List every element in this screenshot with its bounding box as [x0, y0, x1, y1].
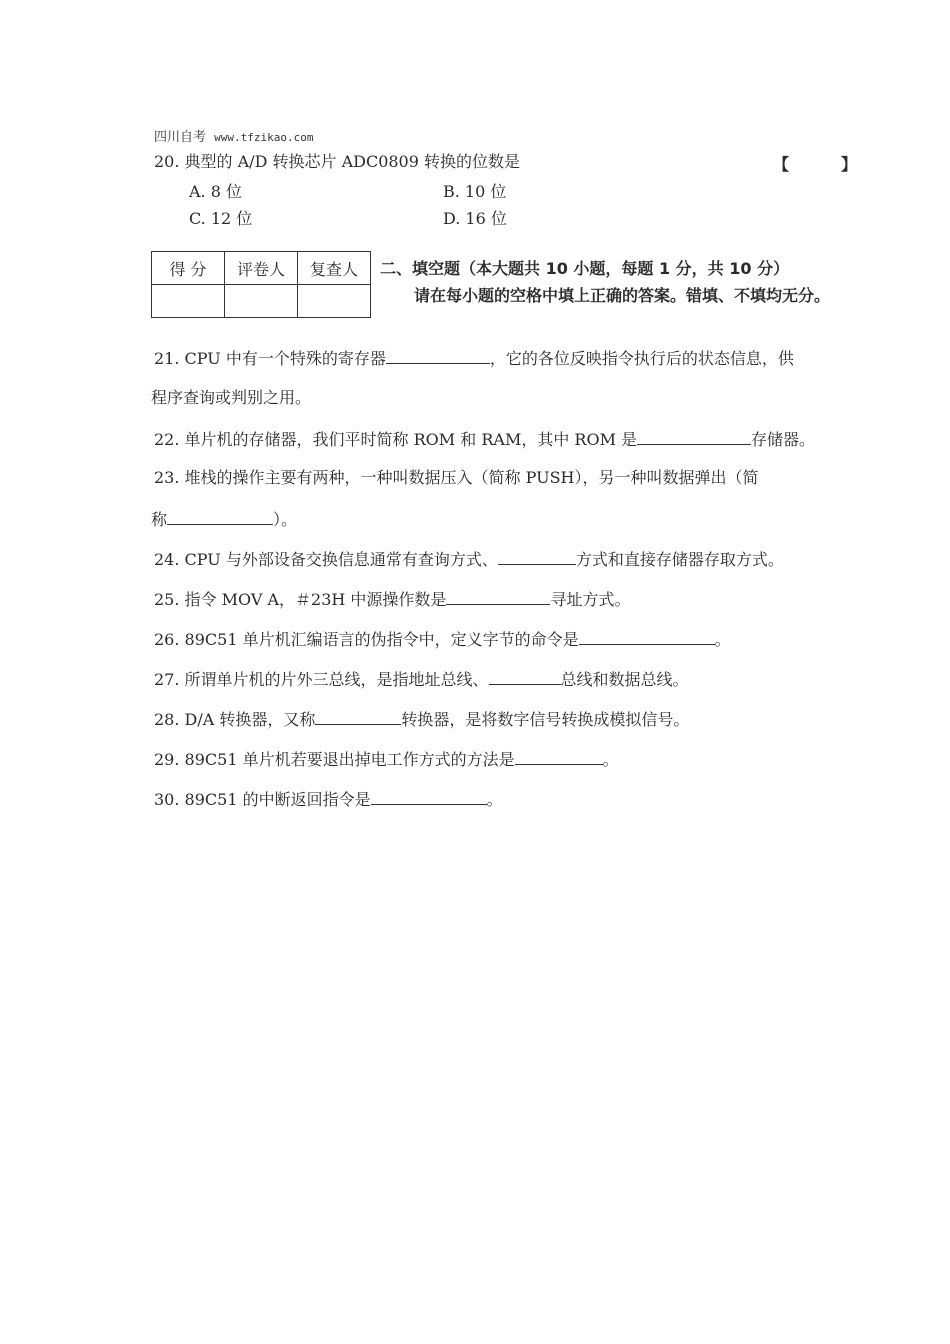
bracket-open: 【 [773, 155, 790, 174]
grader-header: 评卷人 [225, 252, 298, 285]
option-a: A. 8 位 [189, 182, 242, 201]
option-b: B. 10 位 [443, 182, 507, 201]
grader-cell [225, 285, 298, 318]
question-20: 20. 典型的 A/D 转换芯片 ADC0809 转换的位数是 [154, 152, 520, 171]
header-site: 四川自考 [154, 130, 207, 145]
answer-blank [489, 668, 561, 685]
answer-blank [637, 428, 751, 445]
option-c: C. 12 位 [189, 209, 253, 228]
bracket-close: 】 [841, 155, 858, 174]
section-instruction: 请在每小题的空格中填上正确的答案。错填、不填均无分。 [414, 286, 831, 305]
question-26: 26. 89C51 单片机汇编语言的伪指令中，定义字节的命令是 。 [154, 630, 731, 649]
section-title: 二、填空题（本大题共 10 小题，每题 1 分，共 10 分） [380, 259, 790, 278]
reviewer-cell [298, 285, 371, 318]
question-30: 30. 89C51 的中断返回指令是 。 [154, 790, 503, 809]
answer-blank [515, 748, 603, 765]
question-23: 23. 堆栈的操作主要有两种，一种叫数据压入（简称 PUSH），另一种叫数据弹出（简 [154, 468, 759, 487]
question-27: 27. 所谓单片机的片外三总线，是指地址总线、 总线和数据总线。 [154, 670, 689, 689]
question-25: 25. 指令 MOV A，＃23H 中源操作数是 寻址方式。 [154, 590, 631, 609]
question-28: 28. D/A 转换器，又称 转换器，是将数字信号转换成模拟信号。 [154, 710, 690, 729]
score-cell [152, 285, 225, 318]
answer-blank [315, 708, 401, 725]
answer-blank [446, 588, 550, 605]
answer-blank [167, 508, 273, 525]
score-header: 得 分 [152, 252, 225, 285]
answer-blank [498, 548, 576, 565]
score-table [151, 251, 371, 318]
option-d: D. 16 位 [443, 209, 507, 228]
reviewer-header: 复查人 [298, 252, 371, 285]
answer-bracket [773, 152, 857, 175]
question-23-cont: 称 ）。 [151, 510, 298, 529]
answer-blank [371, 788, 487, 805]
page-header [154, 126, 314, 145]
question-21: 21. CPU 中有一个特殊的寄存器 ，它的各位反映指令执行后的状态信息，供 [154, 349, 794, 368]
answer-blank [386, 347, 490, 364]
answer-blank [579, 628, 715, 645]
question-24: 24. CPU 与外部设备交换信息通常有查询方式、 方式和直接存储器存取方式。 [154, 550, 784, 569]
header-url: www.tfzikao.com [214, 131, 314, 144]
question-21-cont: 程序查询或判别之用。 [151, 388, 312, 407]
question-22: 22. 单片机的存储器，我们平时简称 ROM 和 RAM，其中 ROM 是 存储器。 [154, 430, 816, 449]
question-29: 29. 89C51 单片机若要退出掉电工作方式的方法是 。 [154, 750, 619, 769]
